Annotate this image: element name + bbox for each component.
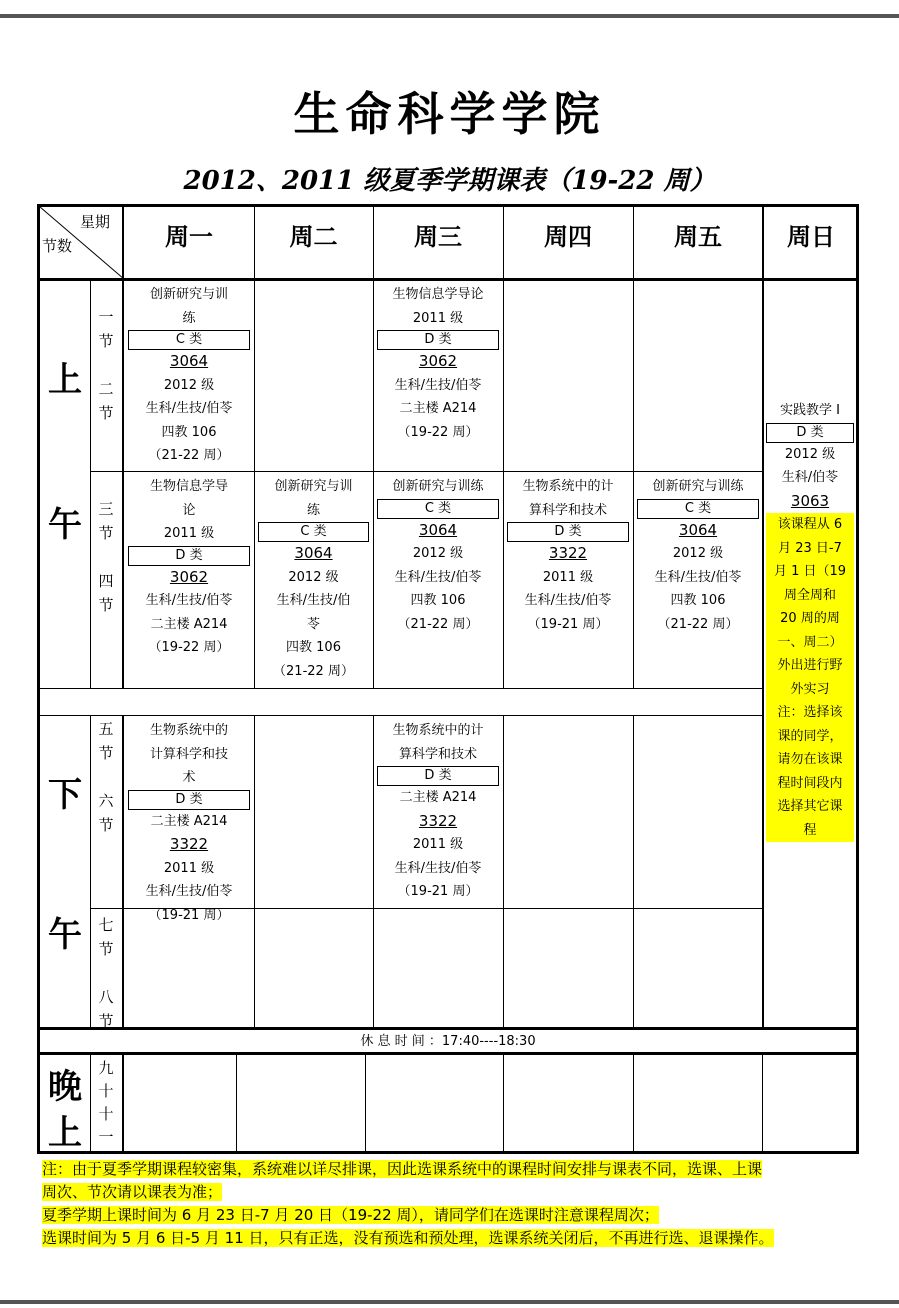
sec-char: 节: [98, 332, 114, 350]
sec-char: 二: [98, 380, 114, 398]
course-type: D 类: [507, 522, 629, 542]
course-grade: 2012 级: [672, 546, 724, 561]
sec-char: 六: [98, 792, 114, 810]
note-line: 注：由于夏季学期课程较密集，系统难以详尽排课，因此选课系统中的课程时间安排与课表不同，选课、上课: [42, 1160, 763, 1178]
vline-sec-eve: [122, 1055, 124, 1151]
sec-char: 节: [98, 404, 114, 422]
course-name: 生物信息学导: [149, 479, 228, 494]
course-students: 生科/生技/伯苓: [524, 593, 612, 608]
course-weeks: （21-22 周）: [397, 616, 479, 632]
course-type: D 类: [377, 766, 499, 786]
sec-char: 一: [98, 1128, 114, 1146]
sec-char: 五: [98, 720, 114, 738]
sec-char: 九: [98, 1059, 114, 1077]
course-fri-3-4: [633, 473, 763, 638]
course-code: 3064: [418, 520, 458, 539]
course-students: 生科/生技/伯苓: [654, 569, 742, 585]
course-grade: 2012 级: [163, 377, 215, 393]
vline-mon-pm: [254, 715, 255, 1028]
course-room: 四教 106: [286, 640, 341, 655]
course-code: 3064: [678, 520, 718, 539]
course-grade: 2011 级: [542, 569, 594, 585]
course-students: 生科/生技/伯苓: [145, 593, 233, 608]
vline-tue-eve: [365, 1055, 366, 1151]
course-students: 生科/生技/伯苓: [394, 860, 482, 876]
course-grade: 2011 级: [412, 837, 464, 852]
header-mon: 周一: [165, 223, 213, 251]
vline-mon-eve: [236, 1055, 237, 1151]
sec-char: 节: [98, 744, 114, 762]
course-room: 二主楼 A214: [150, 616, 228, 632]
course-name: 生物系统中的计: [392, 723, 484, 738]
course-students: 生科/生技/伯: [276, 593, 351, 608]
course-name: 算科学和技术: [528, 502, 607, 518]
course-note: 周全周和: [766, 584, 854, 608]
course-note: 月 23 日-7: [766, 537, 854, 561]
label-am-1: 上: [48, 360, 82, 400]
course-type: C 类: [377, 499, 499, 519]
course-students: 生科/生技/伯苓: [145, 884, 233, 899]
course-name: 术: [182, 770, 196, 785]
course-weeks: （19-21 周）: [397, 884, 479, 899]
line-lunch-top: [40, 688, 762, 689]
timetable: [37, 204, 859, 1154]
course-note: 20 周的周: [766, 607, 854, 631]
course-note: 该课程从 6: [766, 513, 854, 537]
course-type: C 类: [258, 522, 369, 542]
course-code: 3062: [418, 352, 458, 370]
course-students: 生科/伯苓: [781, 470, 839, 485]
label-pm-2: 午: [48, 915, 82, 955]
course-room: 二主楼 A214: [399, 401, 477, 416]
course-weeks: （19-22 周）: [148, 640, 230, 655]
sec-char: 节: [98, 940, 114, 958]
page-subtitle: 2012、2011 级夏季学期课表（19-22 周）: [183, 166, 716, 196]
course-wed-3-4: [373, 473, 503, 638]
course-name: 算科学和技术: [398, 746, 477, 762]
sec-char: 节: [98, 524, 114, 542]
sec-char: 节: [98, 816, 114, 834]
course-mon-3-4: [124, 473, 254, 662]
course-name: 创新研究与训练: [392, 479, 484, 494]
course-code: 3064: [294, 544, 333, 562]
course-note: 一、周二）: [766, 631, 854, 655]
label-pm-1: 下: [48, 775, 82, 815]
course-grade: 2011 级: [412, 310, 464, 326]
course-grade: 2012 级: [784, 446, 836, 462]
course-name: 练: [182, 310, 196, 326]
course-name: 创新研究与训练: [652, 479, 744, 494]
course-room: 四教 106: [161, 424, 217, 440]
sec-char: 节: [98, 596, 114, 614]
course-note: 程: [766, 819, 854, 843]
course-weeks: （21-22 周）: [148, 448, 230, 463]
course-name: 生物系统中的: [149, 723, 228, 738]
course-note: 选择其它课: [766, 795, 854, 819]
course-code: 3322: [169, 835, 209, 853]
sec-char: 节: [98, 1012, 114, 1030]
course-note: 外出进行野: [766, 654, 854, 678]
corner-top-label: 星期: [80, 213, 111, 231]
course-name: 生物系统中的计: [522, 479, 614, 494]
course-type: C 类: [637, 499, 759, 519]
course-type: D 类: [128, 546, 250, 566]
course-name: 生物信息学导论: [392, 287, 484, 302]
note-line: 夏季学期上课时间为 6 月 23 日-7 月 20 日（19-22 周），请同学们在选课时注意课程周次；: [42, 1206, 659, 1224]
course-code: 3063: [790, 491, 830, 510]
course-students: 生科/生技/伯苓: [145, 401, 233, 416]
course-grade: 2012 级: [412, 546, 464, 561]
course-room: 四教 106: [670, 593, 726, 608]
rest-time: 休 息 时 间 ：17:40----18:30: [360, 1034, 536, 1049]
course-weeks: （19-22 周）: [397, 424, 479, 440]
course-sun: [764, 397, 856, 844]
course-note: 程时间段内: [766, 772, 854, 796]
line-am-mid: [90, 471, 762, 472]
vline-thu-eve: [633, 1055, 634, 1151]
course-students: 生科/生技/伯苓: [394, 569, 482, 585]
course-name: 创新研究与训: [274, 479, 353, 494]
course-tue-3-4: [254, 473, 373, 685]
course-wed-1-2: [373, 281, 503, 446]
sec-char: 八: [98, 988, 114, 1006]
page-title: 生命科学学院: [293, 87, 606, 141]
course-room: 二主楼 A214: [399, 790, 477, 805]
course-weeks: （21-22 周）: [657, 616, 739, 632]
course-type: D 类: [128, 790, 250, 810]
section-9-11: [90, 1057, 122, 1149]
section-7-8: [90, 913, 122, 1033]
course-thu-3-4: [503, 473, 633, 638]
course-students: 苓: [306, 616, 320, 632]
course-code: 3064: [169, 352, 209, 370]
section-3-4: [90, 497, 122, 617]
bottom-rule: [0, 1300, 899, 1304]
course-weeks: （19-21 周）: [527, 616, 609, 632]
course-room: 四教 106: [410, 593, 466, 608]
course-note: 注：选择该: [766, 701, 854, 725]
course-grade: 2012 级: [288, 569, 339, 585]
course-weeks: （21-22 周）: [273, 663, 354, 679]
section-5-6: [90, 717, 122, 837]
course-note: 外实习: [766, 678, 854, 702]
course-mon-5-6: [124, 717, 254, 929]
sec-char: 七: [98, 916, 114, 934]
label-eve-2: 上: [48, 1113, 82, 1153]
course-note: 请勿在该课: [766, 748, 854, 772]
course-name: 论: [182, 502, 196, 518]
label-am-2: 午: [48, 505, 82, 545]
course-name: 练: [306, 502, 320, 518]
course-grade: 2011 级: [163, 860, 215, 876]
vline-wed-eve: [503, 1055, 504, 1151]
course-type: D 类: [377, 330, 499, 350]
header-fri: 周五: [674, 223, 722, 251]
course-name: 创新研究与训: [149, 287, 228, 302]
course-note: 月 1 日（19: [766, 560, 854, 584]
footer-notes: [42, 1158, 862, 1250]
course-wed-5-6: [373, 717, 503, 906]
header-tue: 周二: [289, 223, 338, 251]
sec-char: 十: [98, 1082, 114, 1100]
top-rule: [0, 14, 899, 18]
header-thu: 周四: [544, 223, 592, 251]
course-mon-1-2: [124, 281, 254, 470]
sec-char: 十: [98, 1105, 114, 1123]
sec-char: 一: [98, 308, 114, 326]
header-sun: 周日: [787, 223, 835, 251]
course-grade: 2011 级: [163, 526, 215, 541]
course-name: 计算科学和技: [149, 746, 228, 762]
line-lunch-bot: [40, 715, 762, 716]
course-code: 3062: [169, 567, 209, 586]
note-line: 选课时间为 5 月 6 日-5 月 11 日，只有正选，没有预选和预处理，选课系统关闭后，不再进行选、退课操作。: [42, 1229, 774, 1247]
vline-wed-pm: [503, 715, 504, 1028]
course-students: 生科/生技/伯苓: [394, 377, 482, 393]
course-note: 课的同学，: [766, 725, 854, 749]
course-room: 二主楼 A214: [150, 813, 228, 829]
label-eve-1: 晚: [48, 1067, 82, 1107]
vline-thu-pm: [633, 715, 634, 1028]
course-type: D 类: [766, 423, 854, 443]
sec-char: 三: [98, 500, 114, 518]
header-wed: 周三: [414, 223, 462, 251]
course-weeks: （19-21 周）: [148, 907, 230, 923]
corner-bottom-label: 节数: [42, 237, 73, 255]
course-type: C 类: [128, 330, 250, 350]
course-code: 3322: [418, 811, 458, 830]
section-1-2: [90, 305, 122, 425]
course-code: 3322: [548, 544, 588, 562]
course-name: 实践教学 I: [780, 403, 840, 418]
vline-fri-eve: [762, 1055, 763, 1151]
note-line: 周次、节次请以课表为准；: [42, 1183, 223, 1201]
sec-char: 四: [98, 572, 114, 590]
